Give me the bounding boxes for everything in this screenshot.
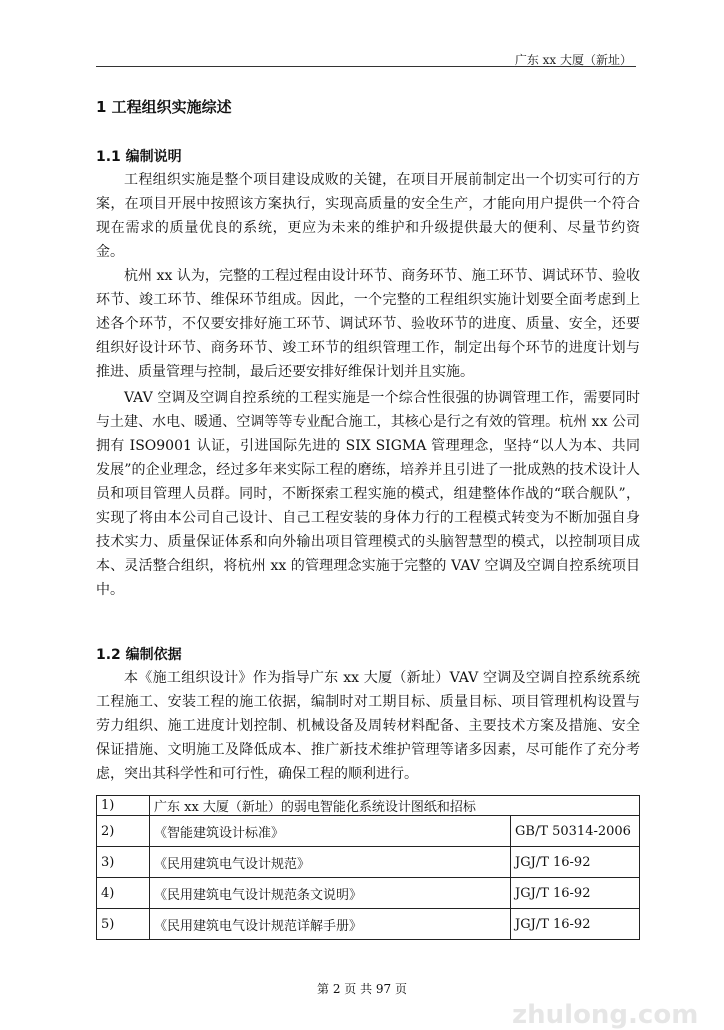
table-row bbox=[97, 878, 640, 909]
row-number: 2) bbox=[97, 816, 150, 847]
table-row bbox=[97, 816, 640, 847]
row-document: 《民用建筑电气设计规范》 bbox=[150, 847, 511, 878]
row-standard-code: JGJ/T 16-92 bbox=[511, 847, 640, 878]
row-standard-code: GB/T 50314-2006 bbox=[511, 816, 640, 847]
row-document: 广东 xx 大厦（新址）的弱电智能化系统设计图纸和招标 bbox=[150, 796, 640, 816]
section-1-heading: 1 工程组织实施综述 bbox=[96, 98, 232, 116]
header-title: 广东 xx 大厦（新址） bbox=[514, 53, 632, 67]
paragraph-overview: 工程组织实施是整个项目建设成败的关键，在项目开展前制定出一个切实可行的方案，在项目开展中按照该方案执行，实现高质量的安全生产，才能向用户提供一个符合现在需求的质量优良的系统，更应为未来的维护和升级提供最大的便利、尽量节约资金。 bbox=[96, 172, 640, 260]
table-row bbox=[97, 847, 640, 878]
row-number: 5) bbox=[97, 909, 150, 940]
table-row bbox=[97, 796, 640, 816]
page-header bbox=[96, 48, 636, 67]
row-document: 《民用建筑电气设计规范条文说明》 bbox=[150, 878, 511, 909]
paragraph-basis: 本《施工组织设计》作为指导广东 xx 大厦（新址）VAV 空调及空调自控系统系统工程施工、安装工程的施工依据，编制时对工期目标、质量目标、项目管理机构设置与劳力组织、施工进度计划控制、机械设备及周转材料配备、主要技术方案及措施、安全保证措施、文明施工及降低成本、推广新技术维护管理等诸多因素，尽可能作了充分考虑，突出其科学性和可行性，确保工程的顺利进行。 bbox=[96, 670, 640, 782]
paragraph-vav-management: VAV 空调及空调自控系统的工程实施是一个综合性很强的协调管理工作，需要同时与土建、水电、暖通、空调等等专业配合施工，其核心是行之有效的管理。杭州 xx 公司拥有 ISO9001 认证，引进国际先进的 SIX SIGMA 管理理念，坚持“以人为本、共同发展”的企业理念，经过多年来实际工程的磨练，培养并且引进了一批成熟的技术设计人员和项目管理人员群。同时，不断探索工程实施的模式，组建整体作战的“联合舰队”，实现了将由本公司自己设计、自己工程安装的身体力行的工程模式转变为不断加强自身技术实力、质量保证体系和向外输出项目管理模式的头脑智慧型的模式，以控制项目成本、灵活整合组织，将杭州 xx 的管理理念实施于完整的 VAV 空调及空调自控系统项目中。 bbox=[96, 390, 640, 598]
spec-table bbox=[96, 795, 640, 940]
page-number: 第 2 页 共 97 页 bbox=[317, 982, 407, 996]
watermark-text: zhulong.com bbox=[512, 1000, 699, 1030]
row-document: 《民用建筑电气设计规范详解手册》 bbox=[150, 909, 511, 940]
row-document: 《智能建筑设计标准》 bbox=[150, 816, 511, 847]
row-standard-code: JGJ/T 16-92 bbox=[511, 878, 640, 909]
section-1-2-heading: 1.2 编制依据 bbox=[96, 647, 182, 663]
row-number: 1) bbox=[97, 796, 150, 816]
section-1-1-heading: 1.1 编制说明 bbox=[96, 149, 182, 165]
table-row bbox=[97, 909, 640, 940]
row-number: 3) bbox=[97, 847, 150, 878]
row-number: 4) bbox=[97, 878, 150, 909]
row-standard-code: JGJ/T 16-92 bbox=[511, 909, 640, 940]
paragraph-engineering-process: 杭州 xx 认为，完整的工程过程由设计环节、商务环节、施工环节、调试环节、验收环节、竣工环节、维保环节组成。因此，一个完整的工程组织实施计划要全面考虑到上述各个环节，不仅要安排好施工环节、调试环节、验收环节的进度、质量、安全，还要组织好设计环节、商务环节、竣工环节的组织管理工作，制定出每个环节的进度计划与推进、质量管理与控制，最后还要安排好维保计划并且实施。 bbox=[96, 268, 640, 380]
